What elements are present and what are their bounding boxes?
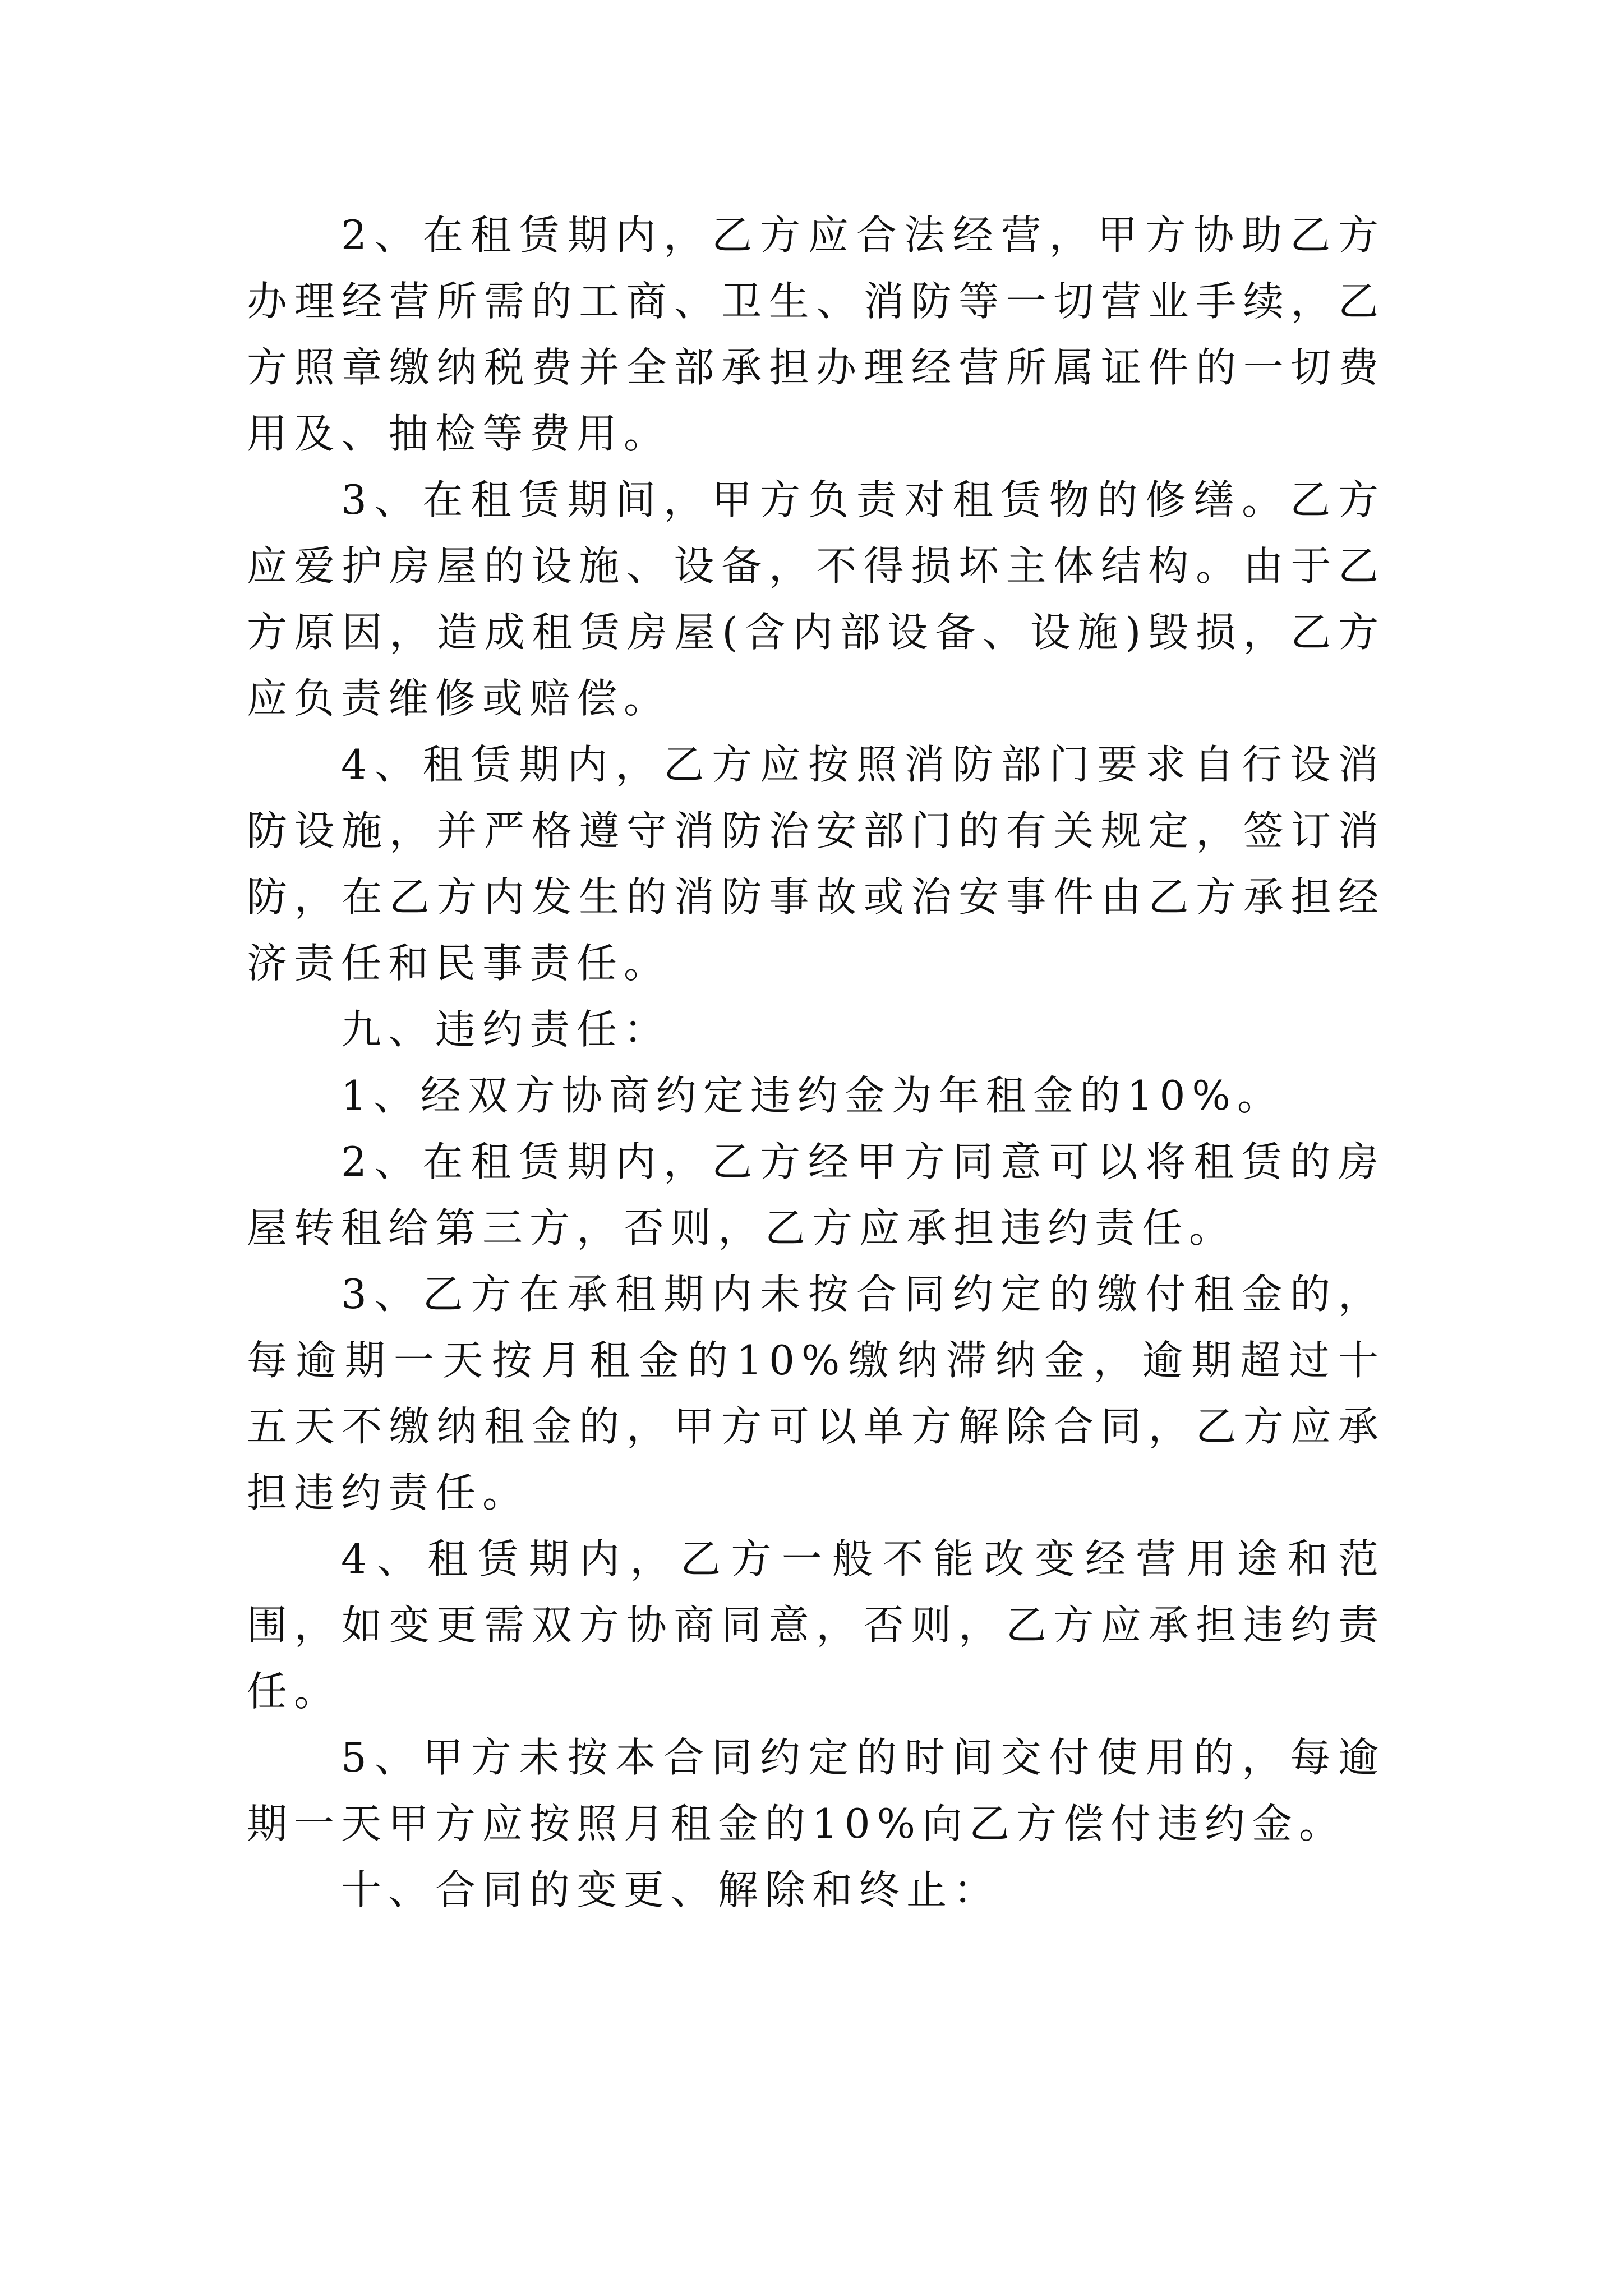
paragraph-clause-9-5: 5、甲方未按本合同约定的时间交付使用的，每逾期一天甲方应按照月租金的10%向乙方偿付违约金。 xyxy=(247,1734,1385,1847)
paragraph-clause-9-3: 3、乙方在承租期内未按合同约定的缴付租金的，每逾期一天按月租金的10%缴纳滞纳金，逾期超过十五天不缴纳租金的，甲方可以单方解除合同，乙方应承担违约责任。 xyxy=(247,1271,1385,1516)
paragraph-clause-9-2: 2、在租赁期内，乙方经甲方同意可以将租赁的房屋转租给第三方，否则，乙方应承担违约责任。 xyxy=(247,1138,1385,1251)
paragraph-clause-8-4: 4、租赁期内，乙方应按照消防部门要求自行设消防设施，并严格遵守消防治安部门的有关规定，签订消防，在乙方内发生的消防事故或治安事件由乙方承担经济责任和民事责任。 xyxy=(247,741,1385,987)
section-heading-breach-liability: 九、违约责任： xyxy=(341,1006,671,1053)
section-heading-contract-change: 十、合同的变更、解除和终止： xyxy=(341,1866,1001,1913)
paragraph-clause-9-1: 1、经双方协商约定违约金为年租金的10%。 xyxy=(341,1072,1284,1119)
paragraph-clause-8-2: 2、在租赁期内，乙方应合法经营，甲方协助乙方办理经营所需的工商、卫生、消防等一切营业手续，乙方照章缴纳税费并全部承担办理经营所属证件的一切费用及、抽检等费用。 xyxy=(247,211,1385,457)
paragraph-clause-8-3: 3、在租赁期间，甲方负责对租赁物的修缮。乙方应爱护房屋的设施、设备，不得损坏主体结构。由于乙方原因，造成租赁房屋(含内部设备、设施)毁损，乙方应负责维修或赔偿。 xyxy=(247,476,1385,722)
document-body xyxy=(247,202,1385,1923)
paragraph-clause-9-4: 4、租赁期内，乙方一般不能改变经营用途和范围，如变更需双方协商同意，否则，乙方应承担违约责任。 xyxy=(247,1535,1385,1715)
